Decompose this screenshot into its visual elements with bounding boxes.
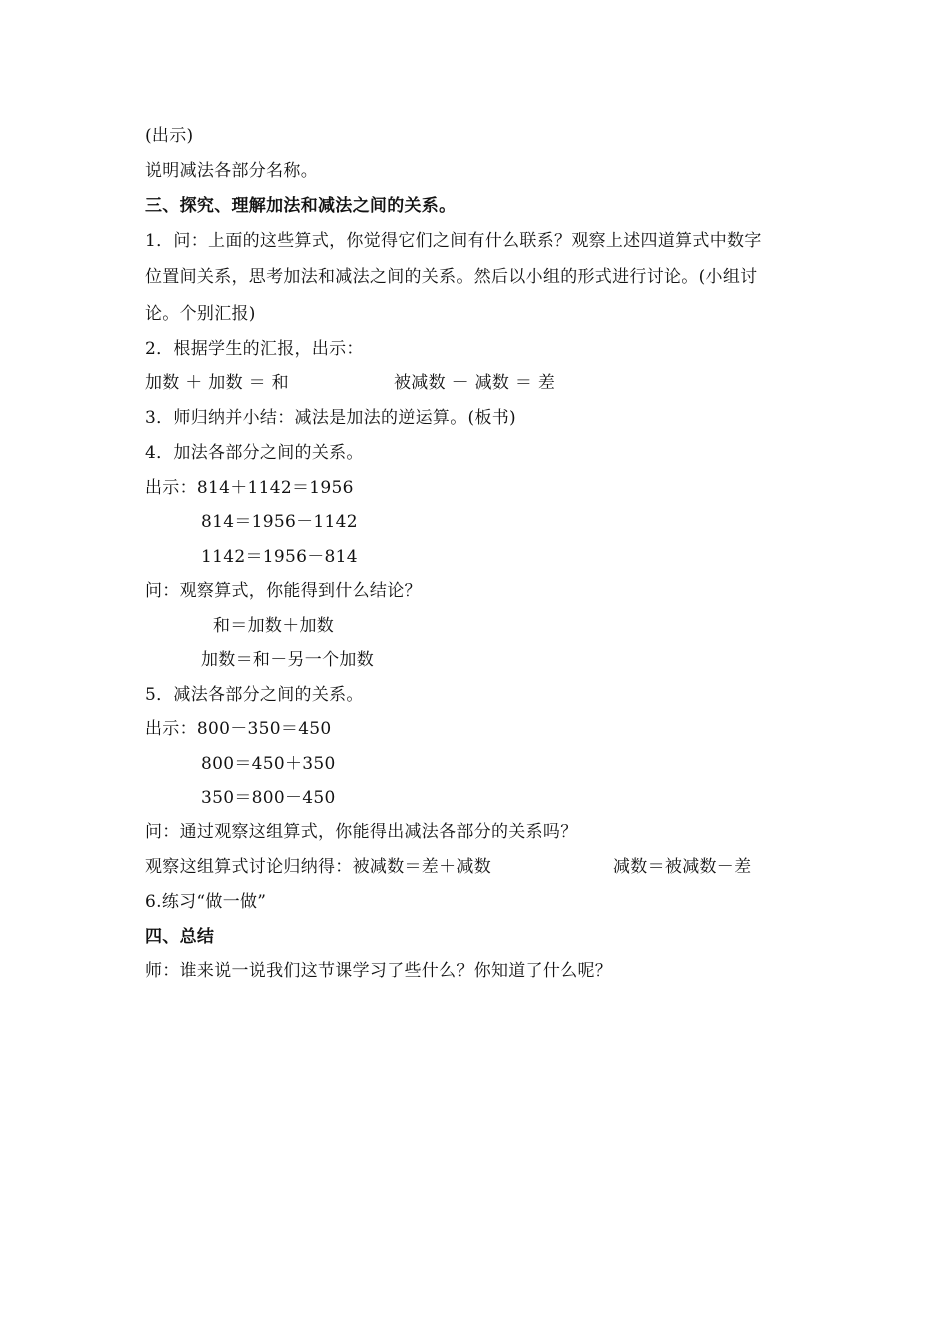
- text-line: 被减数 － 减数 ＝ 差: [394, 373, 556, 393]
- text-line: 4．加法各部分之间的关系。: [145, 443, 364, 463]
- text-line: 说明减法各部分名称。: [145, 161, 318, 181]
- equation-line: 350＝800－450: [201, 788, 336, 808]
- text-line: 位置间关系，思考加法和减法之间的关系。然后以小组的形式进行讨论。(小组讨: [145, 267, 758, 287]
- text-line: 3．师归纳并小结：减法是加法的逆运算。(板书): [145, 408, 516, 428]
- equation-line: 加数＝和－另一个加数: [201, 650, 374, 670]
- text-line: 2．根据学生的汇报，出示：: [145, 339, 364, 359]
- text-line: 1．问：上面的这些算式，你觉得它们之间有什么联系？观察上述四道算式中数字: [145, 231, 762, 251]
- text-line: 问：观察算式，你能得到什么结论？: [145, 581, 422, 601]
- equation-line: 814＝1956－1142: [201, 512, 358, 532]
- text-line: 减数＝被减数－差: [613, 857, 752, 877]
- text-line: 论。个别汇报): [145, 304, 256, 324]
- text-line: (出示): [145, 126, 194, 146]
- text-line: 加数 ＋ 加数 ＝ 和: [145, 373, 289, 393]
- text-line: 5．减法各部分之间的关系。: [145, 685, 364, 705]
- section-heading: 四、总结: [145, 927, 215, 947]
- equation-line: 出示：800－350＝450: [145, 719, 332, 739]
- section-heading: 三、探究、理解加法和减法之间的关系。: [145, 196, 457, 216]
- equation-line: 1142＝1956－814: [201, 547, 358, 567]
- text-line: 师：谁来说一说我们这节课学习了些什么？你知道了什么呢？: [145, 961, 613, 981]
- text-line: 6.练习“做一做”: [145, 892, 267, 912]
- text-line: 问：通过观察这组算式，你能得出减法各部分的关系吗？: [145, 822, 578, 842]
- equation-line: 出示：814＋1142＝1956: [145, 478, 354, 498]
- equation-line: 800＝450＋350: [201, 754, 336, 774]
- equation-line: 和＝加数＋加数: [213, 616, 335, 636]
- text-line: 观察这组算式讨论归纳得：被减数＝差＋减数: [145, 857, 491, 877]
